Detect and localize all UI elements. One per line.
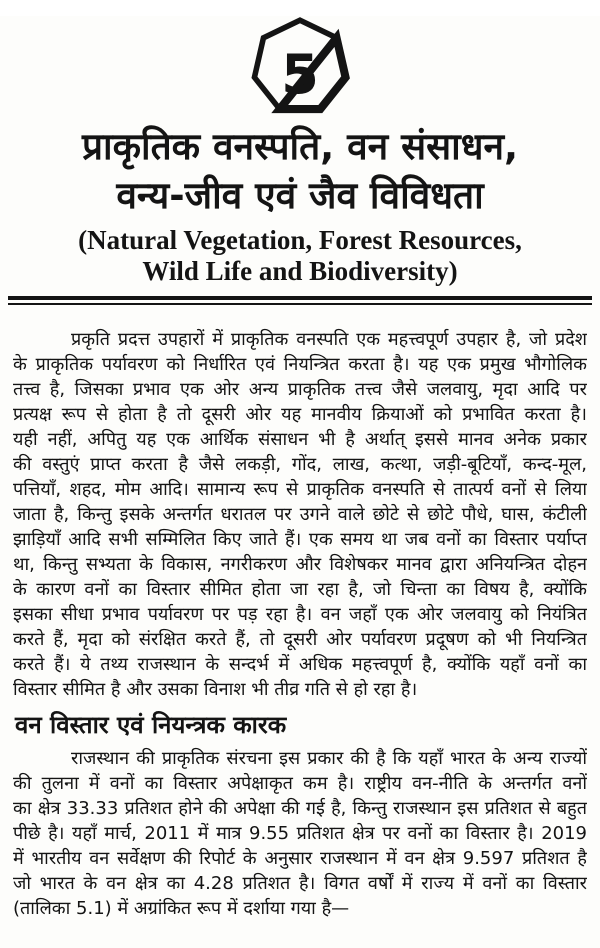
text-line: पीछे है। यहाँ मार्च, 2011 में मात्र 9.55 प्रतिशत क्षेत्र पर वनों का विस्तार है। 2019 xyxy=(13,823,587,844)
title-english-line2: Wild Life and Biodiversity) xyxy=(142,256,458,286)
text-line: में भारतीय वन सर्वेक्षण की रिपोर्ट के अनुसार राजस्थान में वन क्षेत्र 9.597 प्रतिशत है xyxy=(13,848,587,869)
page-body xyxy=(0,305,600,921)
text-line: विस्तार सीमित है और उसका विनाश भी तीव्र गति से हो रहा है। xyxy=(13,679,418,700)
text-line: झाड़ियाँ आदि सभी सम्मिलित किए जाते हैं। एक समय था जब वनों का विस्तार पर्याप्त xyxy=(13,529,587,550)
chapter-number: 5 xyxy=(281,42,319,106)
text-line: जाता है, किन्तु इसके अन्तर्गत धरातल पर उगने वाले छोटे से छोटे पौधे, घास, कंटीली xyxy=(13,504,587,525)
text-line: की तुलना में वनों का विस्तार अपेक्षाकृत कम है। राष्ट्रीय वन-नीति के अन्तर्गत वनों xyxy=(13,773,587,794)
section-heading: वन विस्तार एवं नियन्त्रक कारक xyxy=(15,711,287,739)
text-line: के प्राकृतिक पर्यावरण को निर्धारित एवं नियन्त्रित करता है। यह एक प्रमुख भौगोलिक xyxy=(13,354,587,375)
text-line: राजस्थान की प्राकृतिक संरचना इस प्रकार की है कि यहाँ भारत के अन्य राज्यों xyxy=(71,748,587,769)
text-line: इसका सीधा प्रभाव पर्यावरण पर पड़ रहा है। वन जहाँ एक ओर जलवायु को नियंत्रित xyxy=(13,604,587,625)
chapter-number-badge xyxy=(248,16,352,118)
text-line: यही नहीं, अपितु यह एक आर्थिक संसाधन भी है अर्थात् इससे मानव अनेक प्रकार xyxy=(13,429,587,450)
text-line: प्रकृति प्रदत्त उपहारों में प्राकृतिक वनस्पति एक महत्त्वपूर्ण उपहार है, जो प्रदेश xyxy=(71,329,587,350)
book-page xyxy=(0,16,600,948)
text-line: करते हैं। ये तथ्य राजस्थान के सन्दर्भ में अधिक महत्त्वपूर्ण है, क्योंकि यहाँ वनों का xyxy=(13,654,587,675)
section-paragraph xyxy=(13,746,587,921)
text-line: की वस्तुएं प्राप्त करता है जैसे लकड़ी, गोंद, लाख, कत्था, जड़ी-बूटियाँ, कन्द-मूल, xyxy=(13,454,587,475)
text-line: पत्तियाँ, शहद, मोम आदि। सामान्य रूप से प्राकृतिक वनस्पति से तात्पर्य वनों से लिया xyxy=(13,479,587,500)
text-line: करते हैं, मृदा को संरक्षित करते हैं, तो दूसरी ओर पर्यावरण प्रदूषण को भी नियन्त्रित xyxy=(13,629,587,650)
text-line: जो भारत के वन क्षेत्र का 4.28 प्रतिशत है। विगत वर्षों में राज्य में वनों का विस्तार xyxy=(13,873,587,894)
title-hindi-line2: वन्य-जीव एवं जैव विविधता xyxy=(116,174,484,217)
text-line: (तालिका 5.1) में अग्रांकित रूप में दर्शाया गया है— xyxy=(13,898,350,919)
title-english-line1: (Natural Vegetation, Forest Resources, xyxy=(78,225,522,255)
intro-paragraph xyxy=(13,327,587,702)
title-hindi-line1: प्राकृतिक वनस्पति, वन संसाधन, xyxy=(81,125,519,168)
text-line: के कारण वनों का विस्तार सीमित होता जा रहा है, जो चिन्ता का विषय है, क्योंकि xyxy=(13,579,587,600)
divider-rule-thick xyxy=(8,296,592,300)
text-line: तत्त्व है, जिसका प्रभाव एक ओर अन्य प्राकृतिक तत्त्व जैसे जलवायु, मृदा आदि पर xyxy=(13,379,587,400)
text-line: प्रत्यक्ष रूप से होता है तो दूसरी ओर यह मानवीय क्रियाओं को प्रभावित करता है। xyxy=(13,404,587,425)
chapter-title-english xyxy=(0,225,600,287)
chapter-title-hindi xyxy=(0,122,600,220)
text-line: का क्षेत्र 33.33 प्रतिशत होने की अपेक्षा की गई है, किन्तु राजस्थान इस प्रतिशत से बहुत xyxy=(13,798,587,819)
text-line: था, किन्तु सभ्यता के विकास, नगरीकरण और विशेषकर मानव द्वारा अनियन्त्रित दोहन xyxy=(13,554,587,575)
